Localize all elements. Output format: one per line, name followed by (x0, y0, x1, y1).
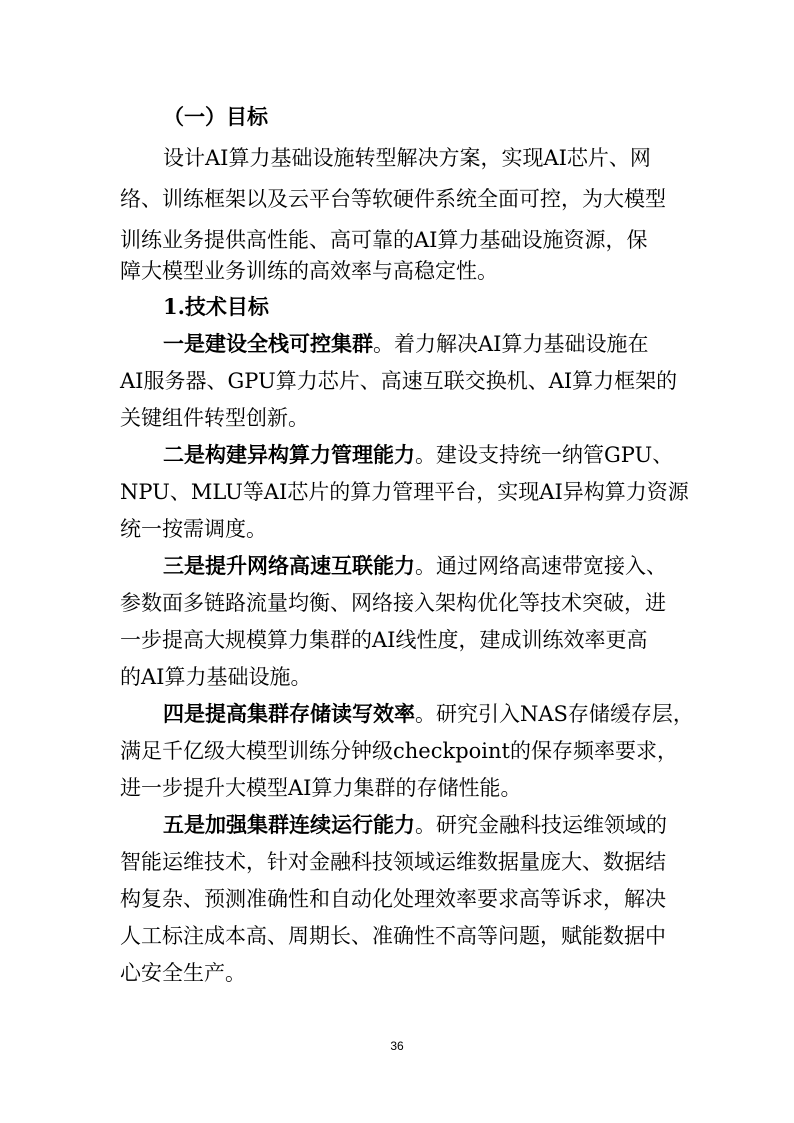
goal-line: 关键组件转型创新。 (120, 406, 309, 430)
goal-line: 心安全生产。 (120, 961, 246, 985)
goal-title: 三是提升网络高速互联能力 (163, 553, 415, 578)
goal-line: 人工标注成本高、周期长、准确性不高等问题，赋能数据中 (120, 924, 666, 948)
goal-title: 五是加强集群连续运行能力 (163, 812, 415, 837)
goal-title: 四是提高集群存储读写效率 (163, 701, 415, 726)
section-heading: （一）目标 (163, 104, 268, 129)
intro-line: 设计AI算力基础设施转型解决方案，实现AI芯片、网 (163, 146, 651, 170)
goal-first-line (163, 329, 648, 359)
goal-line: NPU、MLU等AI芯片的算力管理平台，实现AI异构算力资源 (120, 480, 689, 504)
goal-text: 。研究金融科技运维领域的 (415, 813, 667, 837)
intro-line: 障大模型业务训练的高效率与高稳定性。 (120, 259, 498, 283)
goal-line: 参数面多链路流量均衡、网络接入架构优化等技术突破，进 (120, 591, 666, 615)
goal-text: 。着力解决AI算力基础设施在 (373, 332, 649, 356)
goal-line: 智能运维技术，针对金融科技领域运维数据量庞大、数据结 (120, 850, 666, 874)
goal-first-line (163, 810, 667, 840)
goal-first-line (163, 440, 673, 470)
goal-line: 一步提高大规模算力集群的AI线性度，建成训练效率更高 (120, 628, 648, 652)
page-number: 36 (390, 1039, 404, 1053)
goal-line: 的AI算力基础设施。 (120, 665, 312, 689)
goal-first-line (163, 551, 667, 581)
goal-text: 。通过网络高速带宽接入、 (415, 554, 667, 578)
goal-title: 一是建设全栈可控集群 (163, 331, 373, 356)
goal-line: AI服务器、GPU算力芯片、高速互联交换机、AI算力框架的 (120, 369, 678, 393)
intro-line: 训练业务提供高性能、高可靠的AI算力基础设施资源，保 (120, 228, 648, 252)
goal-title: 二是构建异构算力管理能力 (163, 442, 415, 467)
goal-text: 。建设支持统一纳管GPU、 (415, 443, 674, 467)
goal-line: 统一按需调度。 (120, 517, 267, 541)
goal-line: 进一步提升大模型AI算力集群的存储性能。 (120, 776, 522, 800)
goal-text: 。研究引入NAS存储缓存层， (415, 702, 694, 726)
goal-line: 构复杂、预测准确性和自动化处理效率要求高等诉求，解决 (120, 887, 666, 911)
intro-line: 络、训练框架以及云平台等软硬件系统全面可控，为大模型 (120, 187, 666, 211)
goal-first-line (163, 699, 694, 729)
subheading: 1.技术目标 (163, 294, 269, 319)
goal-line: 满足千亿级大模型训练分钟级checkpoint的保存频率要求， (120, 739, 678, 763)
